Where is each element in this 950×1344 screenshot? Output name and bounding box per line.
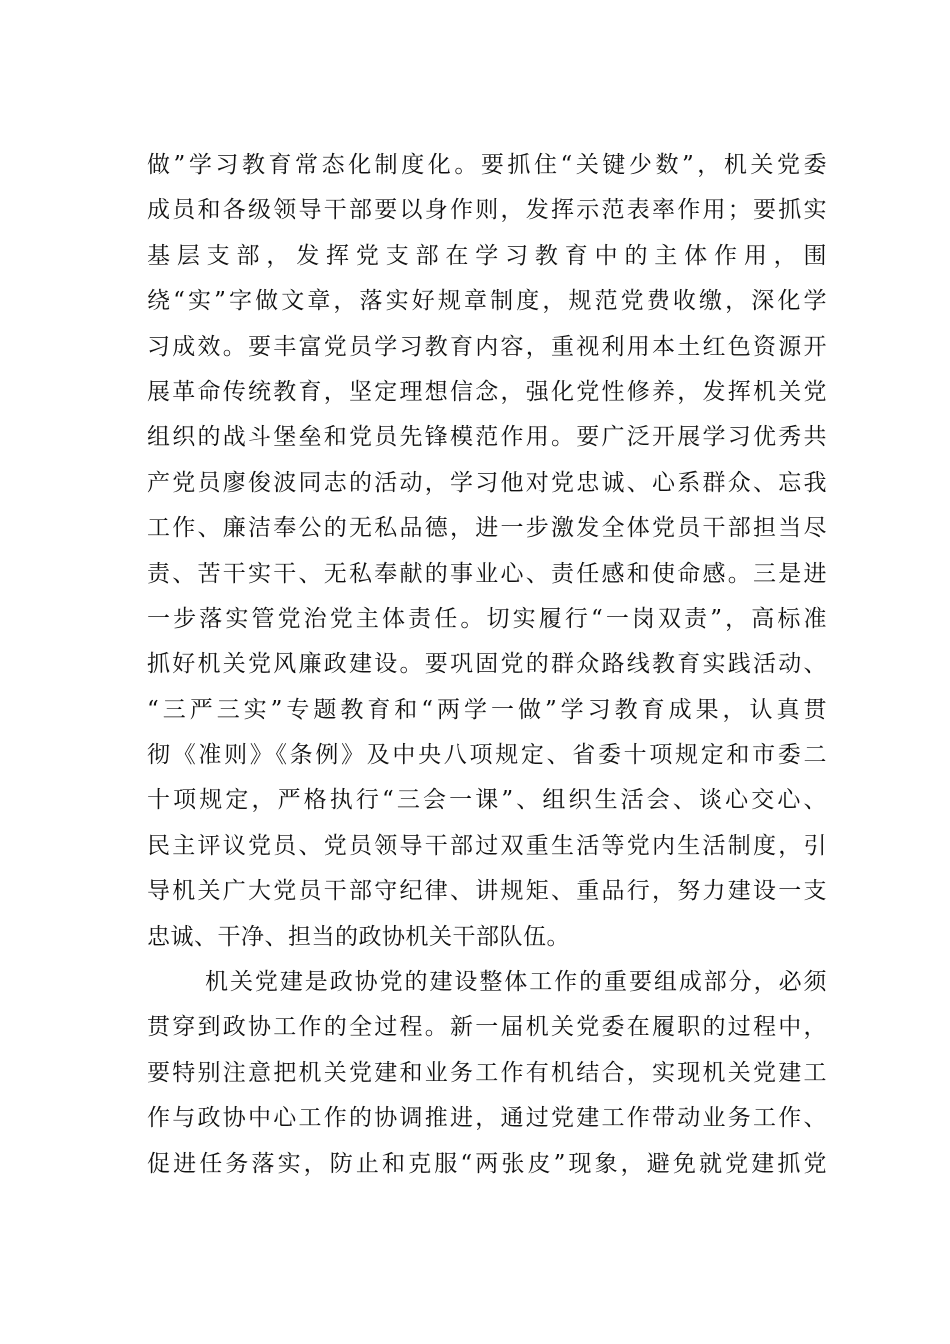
text-line: 彻《准则》《条例》及中央八项规定、省委十项规定和市委二 <box>147 742 827 769</box>
text-line: 责、苦干实干、无私奉献的事业心、责任感和使命感。三是进 <box>147 560 827 587</box>
text-line: 机关党建是政协党的建设整体工作的重要组成部分，必须 <box>205 969 827 996</box>
text-line: 民主评议党员、党员领导干部过双重生活等党内生活制度，引 <box>147 832 827 859</box>
text-line: 成员和各级领导干部要以身作则，发挥示范表率作用；要抓实 <box>147 197 827 224</box>
paragraph-2 <box>147 960 827 1187</box>
text-line: 产党员廖俊波同志的活动，学习他对党忠诚、心系群众、忘我 <box>147 469 827 496</box>
body-text <box>147 143 827 1187</box>
text-line: 促进任务落实，防止和克服“两张皮”现象，避免就党建抓党 <box>147 1150 827 1177</box>
text-line: 做”学习教育常态化制度化。要抓住“关键少数”，机关党委 <box>147 152 827 178</box>
text-line: 习成效。要丰富党员学习教育内容，重视利用本土红色资源开 <box>147 333 827 360</box>
text-line: 贯穿到政协工作的全过程。新一届机关党委在履职的过程中， <box>147 1014 827 1041</box>
text-line: 绕“实”字做文章，落实好规章制度，规范党费收缴，深化学 <box>147 288 827 315</box>
text-line: 基层支部，发挥党支部在学习教育中的主体作用，围 <box>147 242 827 269</box>
paragraph-1 <box>147 143 827 960</box>
text-line: 一步落实管党治党主体责任。切实履行“一岗双责”，高标准 <box>147 605 827 632</box>
text-line: 忠诚、干净、担当的政协机关干部队伍。 <box>147 923 570 950</box>
text-line: 工作、廉洁奉公的无私品德，进一步激发全体党员干部担当尽 <box>147 515 827 542</box>
text-line: 组织的战斗堡垒和党员先锋模范作用。要广泛开展学习优秀共 <box>147 424 827 451</box>
text-line: “三严三实”专题教育和“两学一做”学习教育成果，认真贯 <box>147 696 827 723</box>
text-line: 十项规定，严格执行“三会一课”、组织生活会、谈心交心、 <box>147 787 827 814</box>
text-line: 导机关广大党员干部守纪律、讲规矩、重品行，努力建设一支 <box>147 878 827 905</box>
text-line: 要特别注意把机关党建和业务工作有机结合，实现机关党建工 <box>147 1059 827 1086</box>
text-line: 展革命传统教育，坚定理想信念，强化党性修养，发挥机关党 <box>147 378 827 405</box>
text-line: 抓好机关党风廉政建设。要巩固党的群众路线教育实践活动、 <box>147 651 827 678</box>
text-line: 作与政协中心工作的协调推进，通过党建工作带动业务工作、 <box>147 1105 827 1132</box>
